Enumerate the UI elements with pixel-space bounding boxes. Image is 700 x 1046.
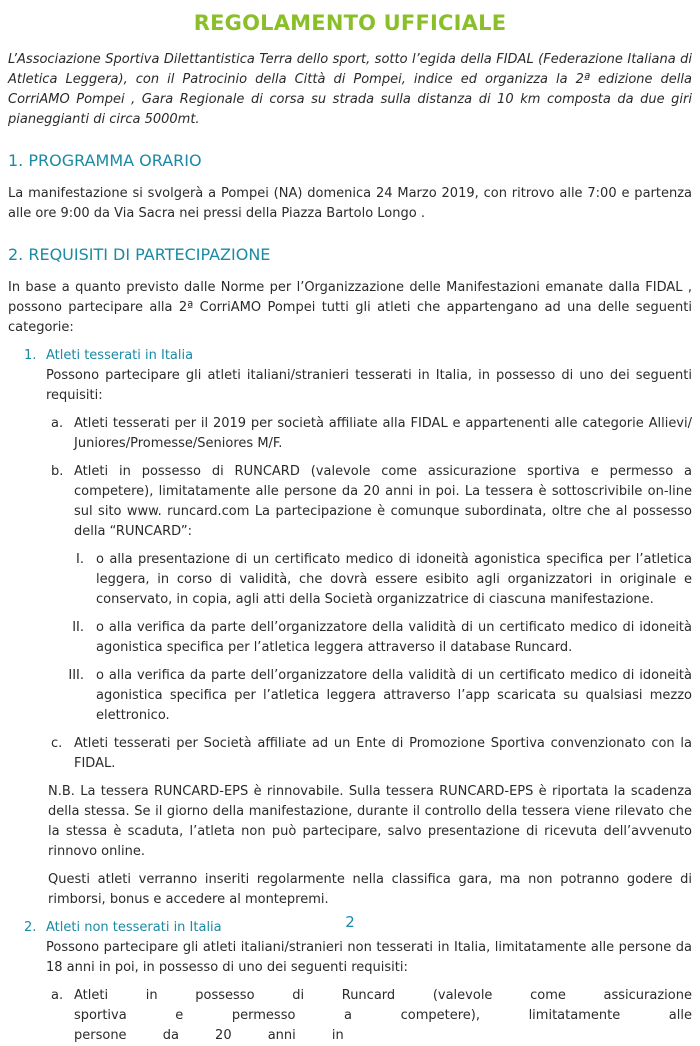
list-item-title: Atleti tesserati in Italia xyxy=(46,348,194,363)
sublist-marker: b. xyxy=(51,464,64,479)
page-number: 2 xyxy=(345,913,355,931)
roman-item-i xyxy=(8,550,692,610)
section-2-text: In base a quanto previsto dalle Norme per l’Organizzazione delle Manifestazioni emanate dalla FIDAL , possono partecipare alla 2ª CorriAMO Pompei tutti gli atleti che appartengano ad una delle seguenti categorie: xyxy=(8,280,692,335)
document-title: REGOLAMENTO UFFICIALE xyxy=(193,11,507,35)
list-item-tesserati xyxy=(8,346,692,910)
roman-text: o alla verifica da parte dell’organizzatore della validità di un certificato medico di idoneità agonistica specifica per l’atletica leggera attraverso il database Runcard. xyxy=(96,620,692,655)
sublist-item-b xyxy=(8,462,692,542)
intro-paragraph: L’Associazione Sportiva Dilettantistica Terra dello sport, sotto l’egida della FIDAL (Federazione Italiana di Atletica Leggera), con il Patrocinio della Città di Pompei, indice ed organizza la 2ª edizione della CorriAMO Pompei , Gara Regionale di corsa su strada sulla distanza di 10 km composta da due giri pianeggianti di circa 5000mt. xyxy=(8,52,692,127)
sublist-text: Atleti in possesso di Runcard (valevole come assicurazione sportiva e permesso a competere), limitatamente alle persone da 20 anni in xyxy=(74,988,692,1043)
roman-marker: II. xyxy=(72,620,84,635)
sublist-marker: a. xyxy=(51,988,64,1003)
roman-marker: III. xyxy=(68,668,84,683)
roman-item-iii xyxy=(8,666,692,726)
list-item-text: Possono partecipare gli atleti italiani/stranieri tesserati in Italia, in possesso di uno dei seguenti requisiti: xyxy=(46,368,692,403)
sublist-marker: a. xyxy=(51,416,64,431)
sublist-item-a xyxy=(8,414,692,454)
section-2-heading: 2. REQUISITI DI PARTECIPAZIONE xyxy=(8,245,271,264)
section-1-text: La manifestazione si svolgerà a Pompei (NA) domenica 24 Marzo 2019, con ritrovo alle 7:00 e partenza alle ore 9:00 da Via Sacra nei pressi della Piazza Bartolo Longo . xyxy=(8,186,692,221)
nb-note: N.B. La tessera RUNCARD-EPS è rinnovabile. Sulla tessera RUNCARD-EPS è riportata la scadenza della stessa. Se il giorno della manifestazione, durante il controllo della tessera viene rilevato che la stessa è scaduta, l’atleta non può partecipare, salvo presentazione di ricevuta dell’avvenuto rinnovo online. xyxy=(48,784,692,859)
sublist-item-a xyxy=(8,986,692,1046)
classification-note: Questi atleti verranno inseriti regolarmente nella classifica gara, ma non potranno godere di rimborsi, bonus e accedere al montepremi. xyxy=(48,872,692,907)
roman-marker: I. xyxy=(76,552,84,567)
section-1-heading: 1. PROGRAMMA ORARIO xyxy=(8,151,202,170)
list-item-non-tesserati xyxy=(8,918,692,1046)
sublist-text: Atleti tesserati per il 2019 per società affiliate alla FIDAL e appartenenti alle categorie Allievi/ Juniores/Promesse/Seniores M/F. xyxy=(74,416,692,451)
sublist-text: Atleti in possesso di RUNCARD (valevole come assicurazione sportiva e permesso a competere), limitatamente alle persone da 20 anni in poi. La tessera è sottoscrivibile on-line sul sito www. runcard.com La partecipazione è comunque subordinata, oltre che al possesso della “RUNCARD”: xyxy=(74,464,692,539)
roman-text: o alla presentazione di un certificato medico di idoneità agonistica specifica per l’atletica leggera, in corso di validità, che dovrà essere esibito agli organizzatori in originale e conservato, in copia, agli atti della Società organizzatrice di ciascuna manifestazione. xyxy=(96,552,692,607)
list-marker: 1. xyxy=(24,348,37,363)
sublist-text: Atleti tesserati per Società affiliate ad un Ente di Promozione Sportiva convenzionato con la FIDAL. xyxy=(74,736,692,771)
roman-item-ii xyxy=(8,618,692,658)
list-item-text: Possono partecipare gli atleti italiani/stranieri non tesserati in Italia, limitatamente alle persone da 18 anni in poi, in possesso di uno dei seguenti requisiti: xyxy=(46,940,692,975)
list-item-title: Atleti non tesserati in Italia xyxy=(46,920,222,935)
sublist-marker: c. xyxy=(51,736,63,751)
document-page xyxy=(0,10,700,1043)
sublist-item-c xyxy=(8,734,692,774)
list-marker: 2. xyxy=(24,920,37,935)
roman-text: o alla verifica da parte dell’organizzatore della validità di un certificato medico di idoneità agonistica specifica per l’atletica leggera attraverso l’app scaricata su qualsiasi mezzo elettronico. xyxy=(96,668,692,723)
